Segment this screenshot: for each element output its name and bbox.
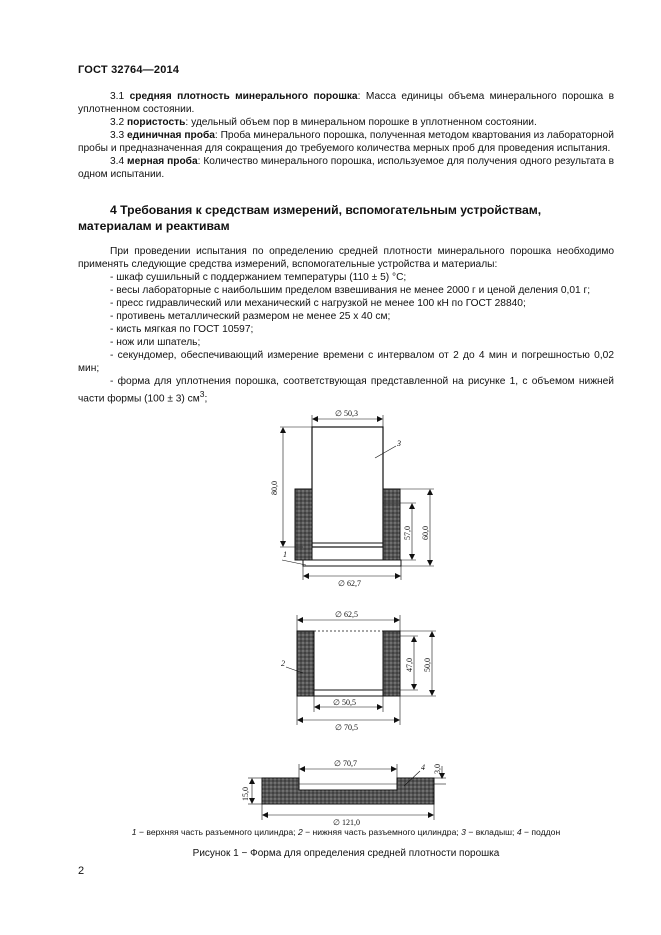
document-header: ГОСТ 32764—2014: [78, 64, 180, 76]
definitions-block: [78, 90, 614, 181]
middle-assembly: [281, 610, 436, 732]
lower-cylinder-left: [297, 631, 314, 696]
label-3: 3: [397, 439, 401, 448]
bottom-assembly: [241, 759, 446, 827]
dim-d-inner-middle: ∅ 50,5: [333, 698, 356, 707]
term: пористость: [127, 117, 186, 128]
dim-h-recess-bottom: 3,0: [433, 764, 442, 774]
definition-3-3: 3.3 единичная проба: Проба минерального порошка, полученная методом квартования из лабораторной пробы и предназначенная для сокращения до требуемого количества мерных проб для проведения испытания.: [78, 130, 614, 154]
dim-d-inner-top: ∅ 50,3: [335, 409, 358, 418]
label-2: 2: [281, 659, 285, 668]
insert-part: [312, 427, 383, 547]
definition-3-2: 3.2 пористость: удельный объем пор в минеральном порошке в уплотненном состоянии.: [110, 117, 537, 128]
list-item: - секундомер, обеспечивающий измерение времени с интервалом от 2 до 4 мин и погрешностью 0,02 мин;: [78, 350, 614, 374]
definition-3-4: 3.4 мерная проба: Количество минерального порошка, используемое для получения одного результата в одном испытании.: [78, 156, 614, 180]
list-item: - нож или шпатель;: [110, 337, 201, 348]
list-item: - пресс гидравлический или механический с нагрузкой не менее 100 кН по ГОСТ 28840;: [110, 298, 526, 309]
figure-1: [0, 400, 661, 830]
figure-legend: 1 − верхняя часть разъемного цилиндра; 2 − нижняя часть разъемного цилиндра; 3 − вкладыш; 4 − поддон: [131, 827, 561, 837]
dim-d-top-middle: ∅ 62,5: [335, 610, 358, 619]
base-plate: [303, 560, 401, 566]
term: мерная проба: [127, 156, 198, 167]
dim-d-outer-middle: ∅ 70,5: [335, 723, 358, 732]
dim-h-total-top: 80,0: [270, 481, 279, 495]
dim-d-inner-bottom: ∅ 70,7: [334, 759, 357, 768]
section-4-title: 4 Требования к средствам измерений, вспомогательным устройствам, материалам и реактивам: [78, 203, 542, 233]
list-item: - противень металлический размером не менее 25 х 40 см;: [110, 311, 391, 322]
label-1: 1: [283, 550, 287, 559]
dim-h-total-bottom: 15,0: [241, 787, 250, 801]
dim-h-inner-top: 57,0: [403, 526, 412, 540]
figure-caption: Рисунок 1 − Форма для определения средней плотности порошка: [192, 848, 500, 859]
dim-h-outer-top: 60,0: [421, 526, 430, 540]
definition-3-1: 3.1 средняя плотность минерального порошка: Масса единицы объема минерального порошка в уплотненном состоянии.: [78, 91, 614, 115]
section-4-intro: При проведении испытания по определению средней плотности минерального порошка необходимо применять следующие средства измерений, вспомогательные устройства и материалы:: [78, 246, 614, 270]
dim-h-outer-middle: 50,0: [423, 658, 432, 672]
page-number: 2: [78, 865, 85, 877]
list-item: - шкаф сушильный с поддержанием температуры (110 ± 5) °С;: [110, 272, 407, 283]
cylinder-wall-left: [295, 489, 312, 560]
list-item: - форма для уплотнения порошка, соответствующая представленной на рисунке 1, с объемом нижней части формы (100 ± 3) $см^3$;: [78, 376, 614, 405]
list-item: - кисть мягкая по ГОСТ 10597;: [110, 324, 254, 335]
section-4-body: [78, 245, 614, 405]
top-assembly: [270, 409, 434, 588]
dim-d-outer-top: ∅ 62,7: [338, 579, 361, 588]
figure-1-drawing: [0, 400, 661, 830]
dim-d-outer-bottom: ∅ 121,0: [333, 818, 360, 827]
lower-cylinder-right: [383, 631, 400, 696]
term: средняя плотность минерального порошка: [129, 91, 358, 102]
cylinder-wall-right: [383, 489, 400, 560]
label-4: 4: [421, 763, 425, 772]
dim-h-inner-middle: 47,0: [405, 658, 414, 672]
list-item: - весы лабораторные с наибольшим пределом взвешивания не менее 2000 г и ценой деления 0,01 г;: [110, 285, 591, 296]
term: единичная проба: [127, 130, 215, 141]
